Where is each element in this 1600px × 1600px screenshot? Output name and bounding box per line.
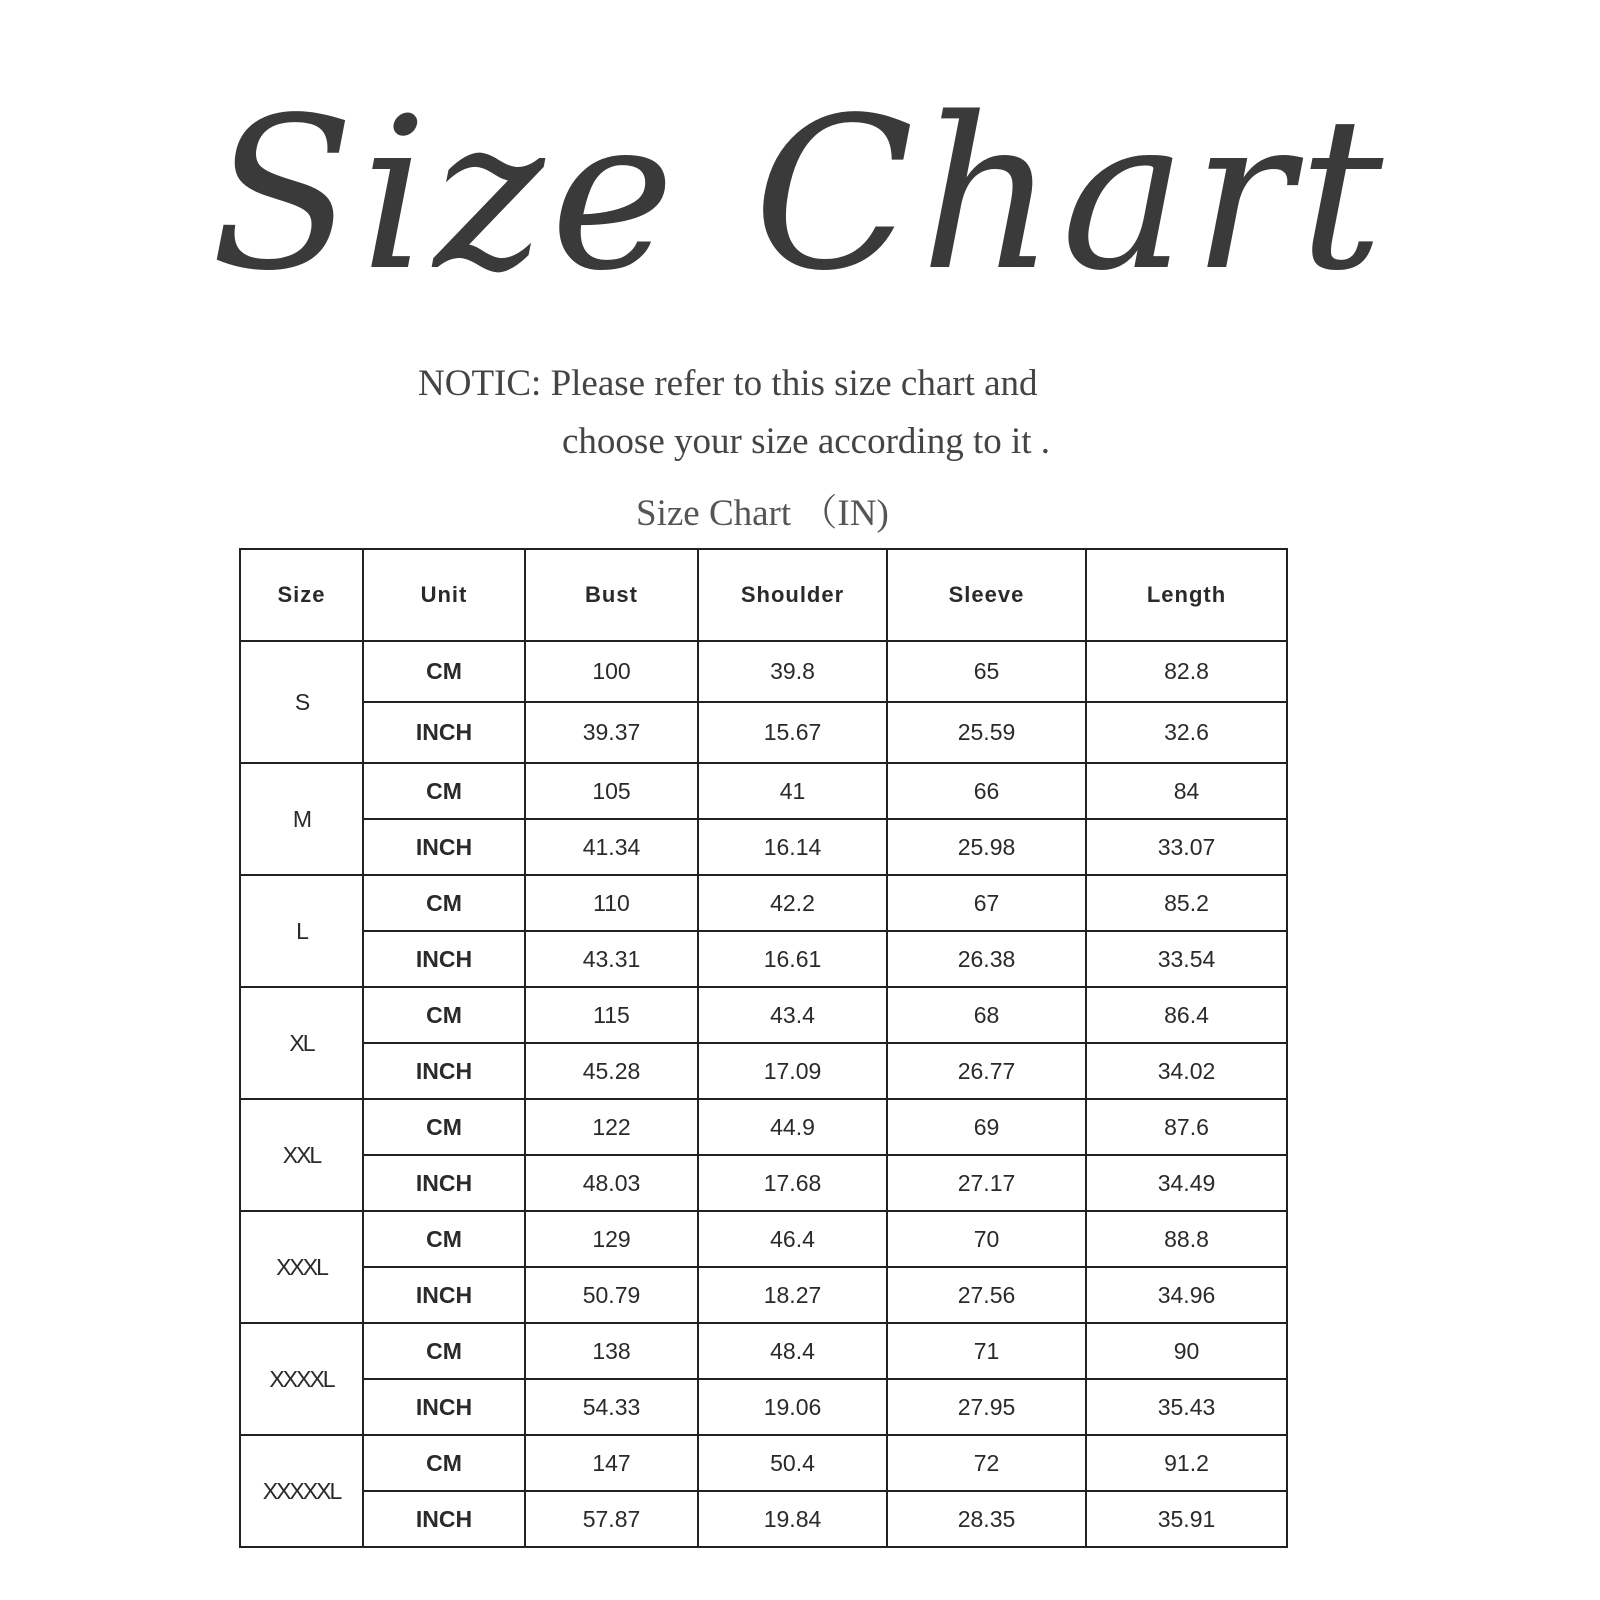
header-length: Length — [1086, 549, 1287, 641]
sleeve-cell: 67 — [887, 875, 1086, 931]
shoulder-cell: 42.2 — [698, 875, 887, 931]
length-cell: 34.02 — [1086, 1043, 1287, 1099]
unit-cell: INCH — [363, 819, 525, 875]
sleeve-cell: 65 — [887, 641, 1086, 702]
size-cell: S — [240, 641, 363, 763]
bust-cell: 50.79 — [525, 1267, 698, 1323]
length-cell: 34.96 — [1086, 1267, 1287, 1323]
length-cell: 33.07 — [1086, 819, 1287, 875]
sleeve-cell: 68 — [887, 987, 1086, 1043]
bust-cell: 138 — [525, 1323, 698, 1379]
shoulder-cell: 16.14 — [698, 819, 887, 875]
size-cell: XXXXXL — [240, 1435, 363, 1547]
header-size: Size — [240, 549, 363, 641]
table-header-row — [240, 549, 1287, 641]
sleeve-cell: 25.59 — [887, 702, 1086, 763]
header-shoulder: Shoulder — [698, 549, 887, 641]
length-cell: 84 — [1086, 763, 1287, 819]
table-row — [240, 1491, 1287, 1547]
bust-cell: 45.28 — [525, 1043, 698, 1099]
bust-cell: 110 — [525, 875, 698, 931]
bust-cell: 129 — [525, 1211, 698, 1267]
table-body — [240, 641, 1287, 1547]
table-heading: Size Chart （IN) — [636, 493, 889, 534]
unit-cell: INCH — [363, 1267, 525, 1323]
length-cell: 35.43 — [1086, 1379, 1287, 1435]
sleeve-cell: 26.38 — [887, 931, 1086, 987]
table-row — [240, 931, 1287, 987]
unit-cell: CM — [363, 875, 525, 931]
unit-cell: CM — [363, 1323, 525, 1379]
size-cell: L — [240, 875, 363, 987]
size-cell: XXXL — [240, 1211, 363, 1323]
sleeve-cell: 25.98 — [887, 819, 1086, 875]
shoulder-cell: 41 — [698, 763, 887, 819]
unit-cell: INCH — [363, 1155, 525, 1211]
sleeve-cell: 27.95 — [887, 1379, 1086, 1435]
bust-cell: 115 — [525, 987, 698, 1043]
bust-cell: 41.34 — [525, 819, 698, 875]
shoulder-cell: 46.4 — [698, 1211, 887, 1267]
table-row — [240, 1379, 1287, 1435]
unit-cell: INCH — [363, 1491, 525, 1547]
bust-cell: 122 — [525, 1099, 698, 1155]
size-cell: XXXXL — [240, 1323, 363, 1435]
length-cell: 91.2 — [1086, 1435, 1287, 1491]
sleeve-cell: 72 — [887, 1435, 1086, 1491]
size-cell: XXL — [240, 1099, 363, 1211]
notice-line-1: NOTIC: Please refer to this size chart and — [418, 363, 1038, 404]
table-row — [240, 1323, 1287, 1379]
header-unit: Unit — [363, 549, 525, 641]
bust-cell: 43.31 — [525, 931, 698, 987]
size-cell: M — [240, 763, 363, 875]
bust-cell: 39.37 — [525, 702, 698, 763]
sleeve-cell: 27.56 — [887, 1267, 1086, 1323]
table-row — [240, 1155, 1287, 1211]
shoulder-cell: 19.06 — [698, 1379, 887, 1435]
table-row — [240, 702, 1287, 763]
sleeve-cell: 26.77 — [887, 1043, 1086, 1099]
header-bust: Bust — [525, 549, 698, 641]
length-cell: 32.6 — [1086, 702, 1287, 763]
unit-cell: CM — [363, 1211, 525, 1267]
notice-line-2: choose your size according to it . — [562, 421, 1051, 462]
unit-cell: INCH — [363, 1379, 525, 1435]
sleeve-cell: 28.35 — [887, 1491, 1086, 1547]
shoulder-cell: 50.4 — [698, 1435, 887, 1491]
table-row — [240, 819, 1287, 875]
size-table — [239, 548, 1288, 1548]
unit-cell: INCH — [363, 931, 525, 987]
table-row — [240, 875, 1287, 931]
shoulder-cell: 15.67 — [698, 702, 887, 763]
bust-cell: 48.03 — [525, 1155, 698, 1211]
bust-cell: 54.33 — [525, 1379, 698, 1435]
shoulder-cell: 44.9 — [698, 1099, 887, 1155]
table-row — [240, 1267, 1287, 1323]
size-cell: XL — [240, 987, 363, 1099]
length-cell: 88.8 — [1086, 1211, 1287, 1267]
shoulder-cell: 16.61 — [698, 931, 887, 987]
page-title: Size Chart — [210, 72, 1390, 317]
length-cell: 86.4 — [1086, 987, 1287, 1043]
sleeve-cell: 70 — [887, 1211, 1086, 1267]
bust-cell: 100 — [525, 641, 698, 702]
length-cell: 33.54 — [1086, 931, 1287, 987]
table-row — [240, 1211, 1287, 1267]
length-cell: 82.8 — [1086, 641, 1287, 702]
shoulder-cell: 18.27 — [698, 1267, 887, 1323]
shoulder-cell: 48.4 — [698, 1323, 887, 1379]
unit-cell: CM — [363, 763, 525, 819]
table-row — [240, 1099, 1287, 1155]
unit-cell: INCH — [363, 1043, 525, 1099]
unit-cell: INCH — [363, 702, 525, 763]
shoulder-cell: 39.8 — [698, 641, 887, 702]
unit-cell: CM — [363, 1435, 525, 1491]
bust-cell: 147 — [525, 1435, 698, 1491]
shoulder-cell: 17.09 — [698, 1043, 887, 1099]
sleeve-cell: 69 — [887, 1099, 1086, 1155]
table-row — [240, 987, 1287, 1043]
header-sleeve: Sleeve — [887, 549, 1086, 641]
bust-cell: 57.87 — [525, 1491, 698, 1547]
table-row — [240, 641, 1287, 702]
unit-cell: CM — [363, 987, 525, 1043]
sleeve-cell: 27.17 — [887, 1155, 1086, 1211]
unit-cell: CM — [363, 1099, 525, 1155]
unit-cell: CM — [363, 641, 525, 702]
sleeve-cell: 71 — [887, 1323, 1086, 1379]
length-cell: 87.6 — [1086, 1099, 1287, 1155]
sleeve-cell: 66 — [887, 763, 1086, 819]
table-row — [240, 1435, 1287, 1491]
length-cell: 85.2 — [1086, 875, 1287, 931]
table-row — [240, 1043, 1287, 1099]
length-cell: 34.49 — [1086, 1155, 1287, 1211]
bust-cell: 105 — [525, 763, 698, 819]
shoulder-cell: 17.68 — [698, 1155, 887, 1211]
length-cell: 90 — [1086, 1323, 1287, 1379]
table-row — [240, 763, 1287, 819]
shoulder-cell: 43.4 — [698, 987, 887, 1043]
shoulder-cell: 19.84 — [698, 1491, 887, 1547]
length-cell: 35.91 — [1086, 1491, 1287, 1547]
